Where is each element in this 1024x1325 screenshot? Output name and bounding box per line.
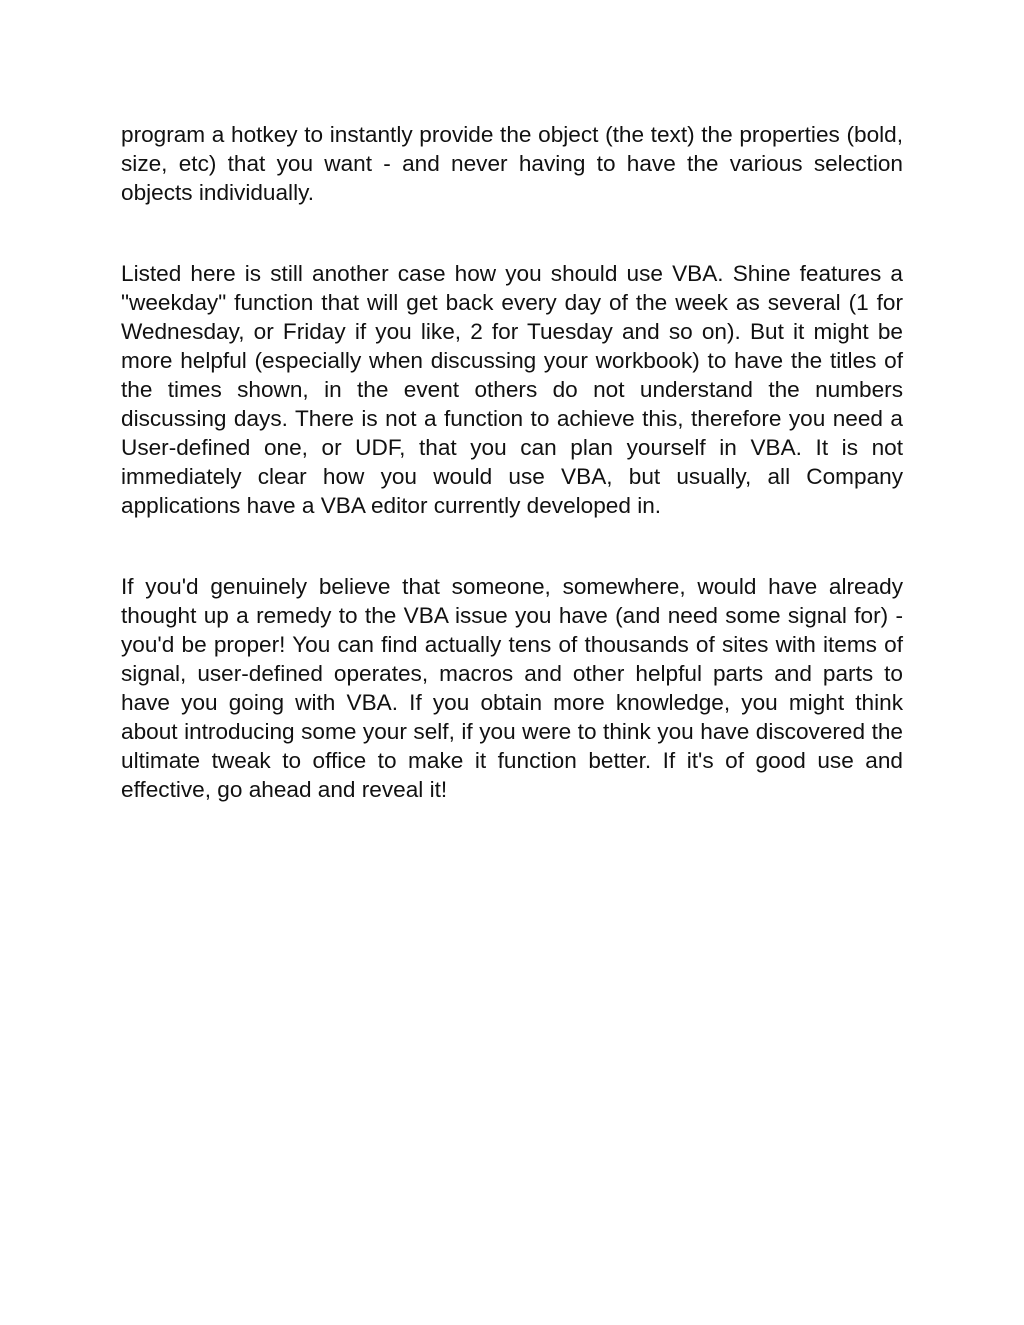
paragraph-2: Listed here is still another case how you should use VBA. Shine features a "weekday" function that will get back every day of the week as several (1 for Wednesday, or Friday if you like, 2 for Tuesday and so on). But it might be more helpful (especially when discussing your workbook) to have the titles of the times shown, in the event others do not understand the numbers discussing days. There is not a function to achieve this, therefore you need a User-defined one, or UDF, that you can plan yourself in VBA. It is not immediately clear how you would use VBA, but usually, all Company applications have a VBA editor currently developed in. <box>121 261 903 518</box>
paragraph-3: If you'd genuinely believe that someone, somewhere, would have already thought up a remedy to the VBA issue you have (and need some signal for) - you'd be proper! You can find actually tens of thousands of sites with items of signal, user-defined operates, macros and other helpful parts and parts to have you going with VBA. If you obtain more knowledge, you might think about introducing some your self, if you were to think you have discovered the ultimate tweak to office to make it function better. If it's of good use and effective, go ahead and reveal it! <box>121 574 903 802</box>
paragraph-1: program a hotkey to instantly provide the object (the text) the properties (bold, size, etc) that you want - and never having to have the various selection objects individually. <box>121 122 903 205</box>
document-body <box>121 120 903 804</box>
